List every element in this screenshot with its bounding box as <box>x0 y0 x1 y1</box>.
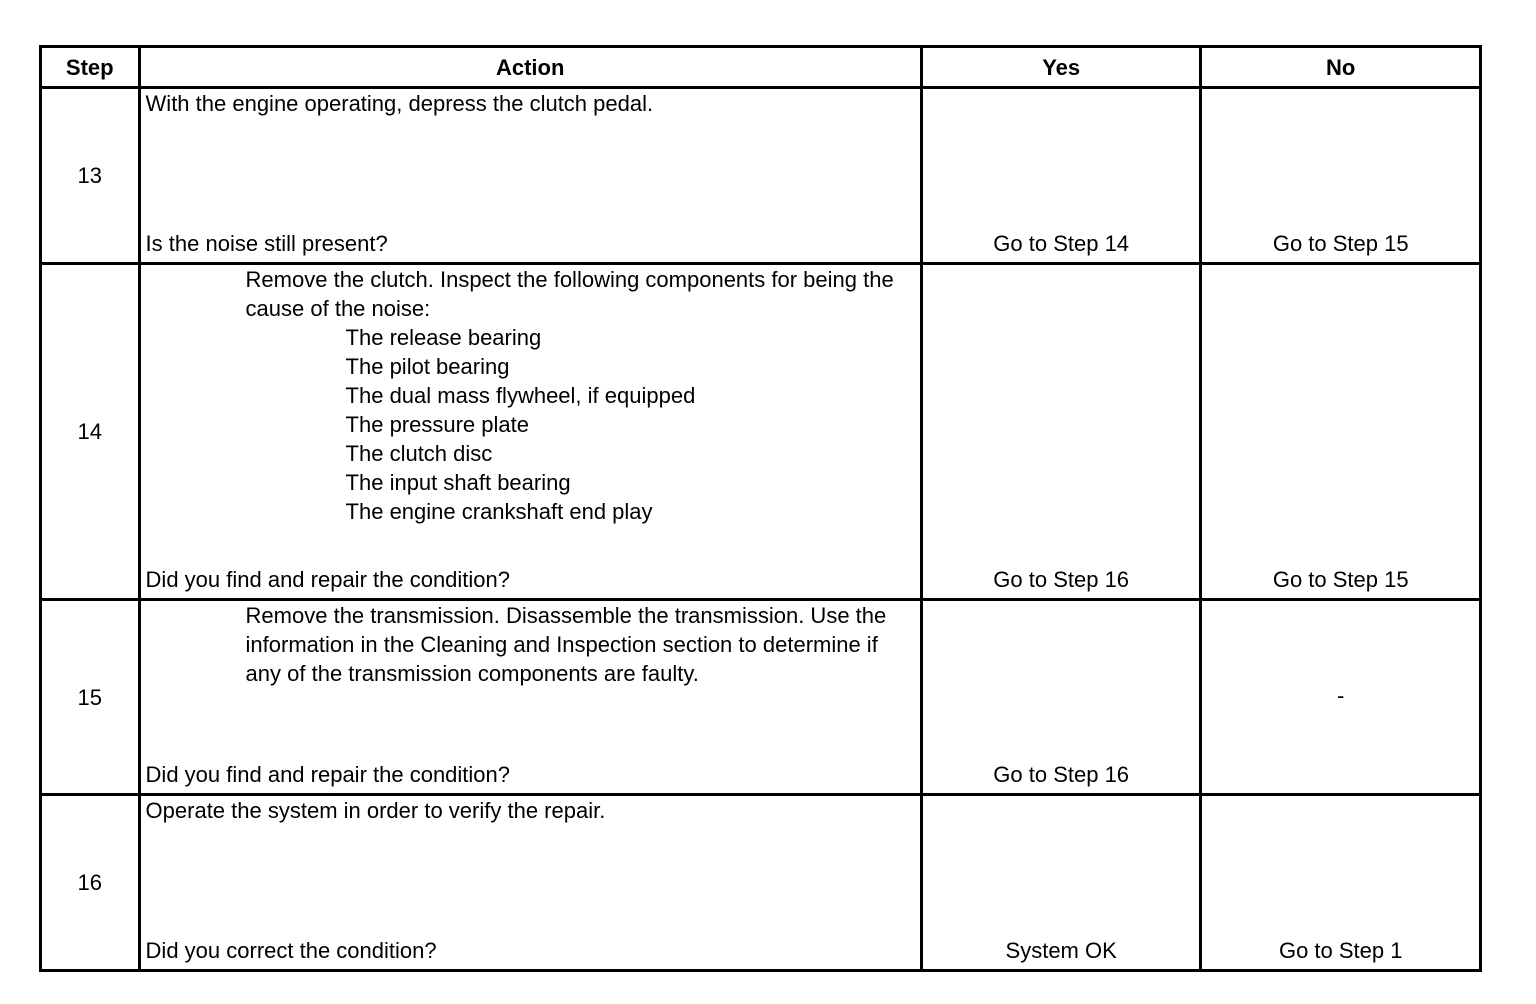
action-question: Did you find and repair the condition? <box>145 762 511 787</box>
header-action: Action <box>139 47 921 88</box>
action-cell <box>139 88 921 264</box>
no-result: - <box>1201 600 1481 795</box>
action-cell <box>139 600 921 795</box>
list-item: The dual mass flywheel, if equipped <box>345 383 696 408</box>
step-number: 13 <box>41 88 140 264</box>
action-question: Is the noise still present? <box>145 231 388 256</box>
header-row <box>41 47 1481 88</box>
table-row <box>41 600 1481 795</box>
action-instruction: Remove the clutch. Inspect the following components for being the cause of the noise: <box>245 267 894 321</box>
step-number: 15 <box>41 600 140 795</box>
yes-result: System OK <box>921 795 1201 971</box>
step-number: 16 <box>41 795 140 971</box>
table-row <box>41 264 1481 600</box>
header-no: No <box>1201 47 1481 88</box>
no-result: Go to Step 1 <box>1201 795 1481 971</box>
table-row <box>41 795 1481 971</box>
component-list <box>141 323 920 526</box>
list-item: The release bearing <box>345 325 542 350</box>
diagnostic-table <box>39 45 1482 972</box>
header-step: Step <box>41 47 140 88</box>
yes-result: Go to Step 16 <box>921 600 1201 795</box>
list-item: The pilot bearing <box>345 354 510 379</box>
action-question: Did you correct the condition? <box>145 938 437 963</box>
list-item: The pressure plate <box>345 412 529 437</box>
header-yes: Yes <box>921 47 1201 88</box>
action-instruction: Remove the transmission. Disassemble the transmission. Use the information in the Cleaning and Inspection section to determine if any of the transmission components are faulty. <box>245 603 887 686</box>
yes-result: Go to Step 14 <box>921 88 1201 264</box>
action-instruction: Operate the system in order to verify the repair. <box>145 798 606 823</box>
list-item: The clutch disc <box>345 441 493 466</box>
action-cell <box>139 795 921 971</box>
no-result: Go to Step 15 <box>1201 264 1481 600</box>
action-instruction: With the engine operating, depress the clutch pedal. <box>145 91 654 116</box>
no-result: Go to Step 15 <box>1201 88 1481 264</box>
yes-result: Go to Step 16 <box>921 264 1201 600</box>
list-item: The input shaft bearing <box>345 470 571 495</box>
step-number: 14 <box>41 264 140 600</box>
table-row <box>41 88 1481 264</box>
action-cell <box>139 264 921 600</box>
list-item: The engine crankshaft end play <box>345 499 653 524</box>
action-question: Did you find and repair the condition? <box>145 567 511 592</box>
